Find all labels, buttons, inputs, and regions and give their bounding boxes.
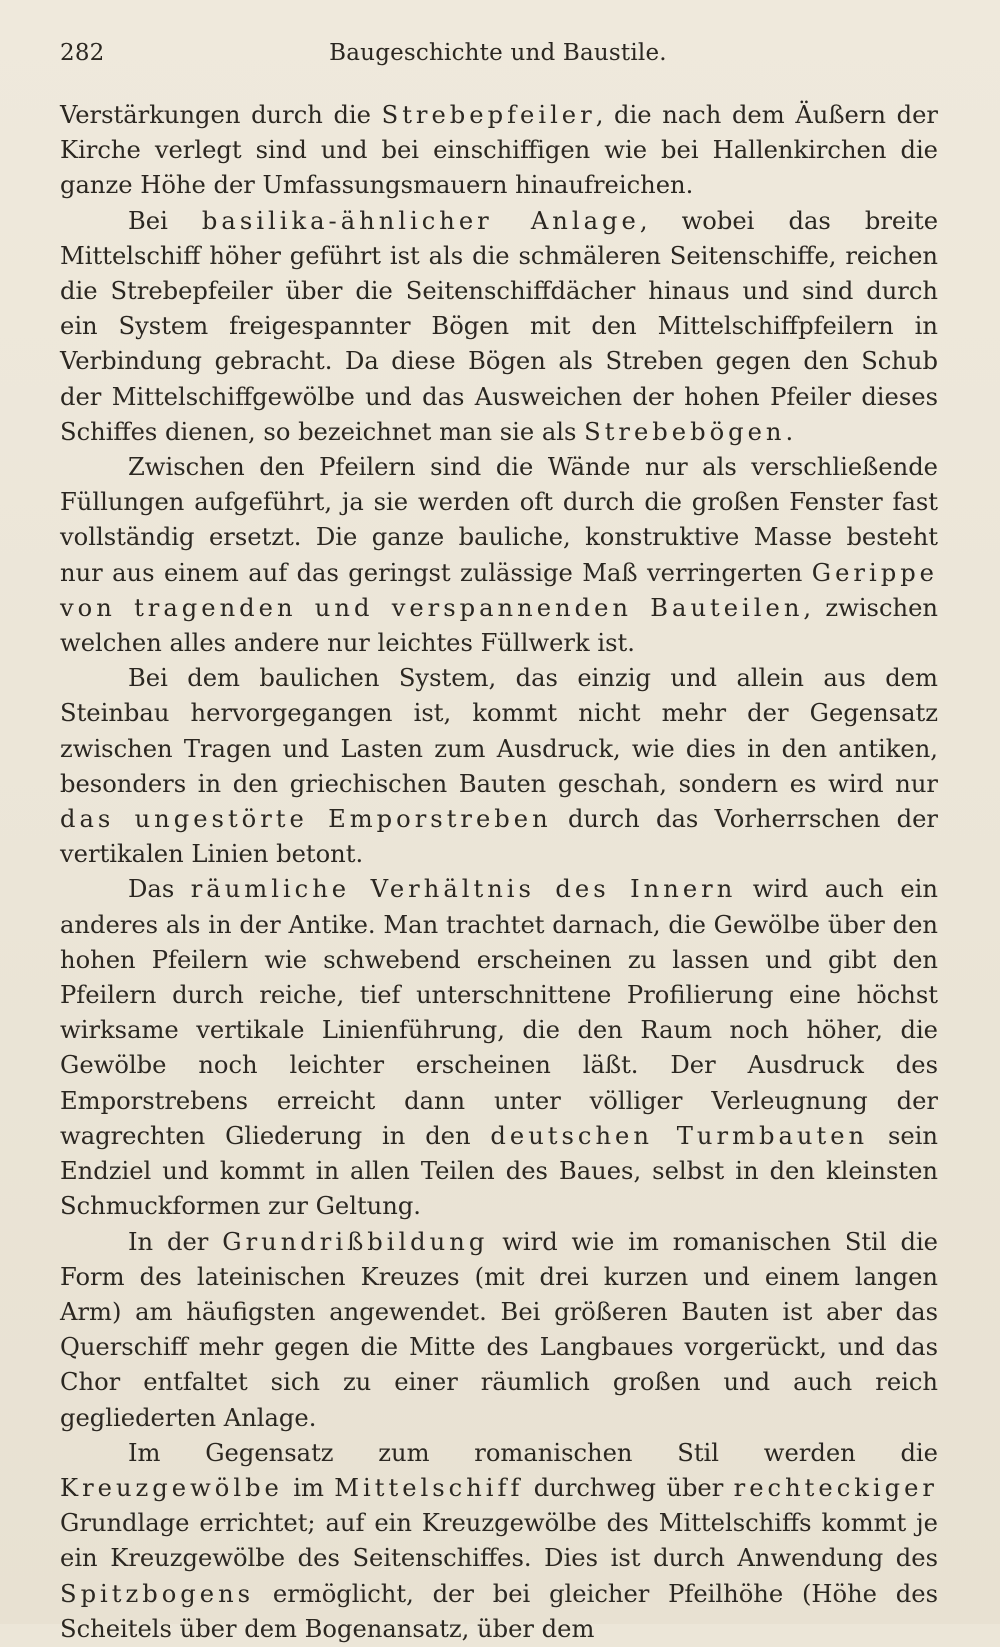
paragraph-6 [60, 1225, 938, 1436]
paragraph-7 [60, 1436, 938, 1647]
text-segment: ermöglicht, der bei gleicher Pfeilhöhe (Höhe des Scheitels über dem Bogenansatz, über dem [60, 1579, 938, 1643]
text-segment: Zwischen den Pfeilern sind die Wände nur als verschließende Füllungen aufgeführt, ja sie werden oft durch die großen Fenster fast vollständig ersetzt. Die ganze bauliche, konstruktive Masse besteht nur aus einem auf das geringst zulässige Maß verringerten [60, 453, 938, 587]
text-segment: Verstärkungen durch die [60, 101, 382, 129]
spaced-emphasis: Strebepfeiler [381, 101, 596, 129]
spaced-emphasis: deutschen Turmbauten [490, 1121, 869, 1150]
text-segment: , wobei das breite Mittelschiff höher geführt ist als die schmäleren Seitenschiffe, reichen die Strebepfeiler über die Seitenschiffdächer hinaus und sind durch ein System freigespannter Bögen mit den Mittelschiffpfeilern in Verbindung gebracht. Da diese Bögen als Streben gegen den Schub der Mittelschiffgewölbe und das Ausweichen der hohen Pfeiler dieses Schiffes dienen, so bezeichnet man sie als [60, 206, 939, 446]
paragraph-5 [60, 872, 938, 1224]
spaced-emphasis: basilika-ähnlicher Anlage [201, 206, 640, 235]
text-segment: wird auch ein anderes als in der Antike. Man trachtet darnach, die Gewölbe über den hohen Pfeilern wie schwebend erscheinen zu lassen und gibt den Pfeilern durch reiche, tief unterschnittene Profilierung eine höchst wirksame vertikale Linienführung, die den Raum noch höher, die Gewölbe noch leichter erscheinen läßt. Der Ausdruck des Emporstrebens erreicht dann unter völliger Verleugnung der wagrechten Gliederung in den [60, 875, 938, 1150]
text-segment: sein Endziel und kommt in allen Teilen des Baues, selbst in den kleinsten Schmuckformen zur Geltung. [60, 1121, 938, 1221]
text-segment: Bei dem baulichen System, das einzig und allein aus dem Steinbau hervorgegangen ist, kommt nicht mehr der Gegensatz zwischen Tragen und Lasten zum Ausdruck, wie dies in den antiken, besonders in den griechischen Bauten geschah, sondern es wird nur [60, 664, 938, 798]
spaced-emphasis: Grundrißbildung [222, 1227, 489, 1256]
text-segment: durch das Vorherrschen der vertikalen Linien betont. [60, 805, 938, 869]
paragraph-3 [60, 450, 938, 661]
spaced-emphasis: das ungestörte Emporstreben [60, 805, 552, 834]
text-segment: In der [128, 1227, 223, 1256]
text-segment: . [785, 417, 794, 446]
text-segment: durchweg über [523, 1473, 734, 1502]
paragraph-1 [60, 98, 938, 204]
text-segment: im [282, 1473, 335, 1502]
paragraph-2 [60, 204, 938, 450]
spaced-emphasis: Strebebögen [584, 417, 786, 446]
text-segment: Im Gegensatz zum romanischen Stil werden die [128, 1438, 938, 1467]
text-segment: Grundlage errichtet; auf ein Kreuzgewölbe des Mittelschiffs kommt je ein Kreuzgewölbe des Seitenschiffes. Dies ist durch Anwendung des [60, 1509, 938, 1573]
text-segment: wird wie im romanischen Stil die Form des lateinischen Kreuzes (mit drei kurzen und einem langen Arm) am häufigsten angewendet. Bei größeren Bauten ist aber das Querschiff mehr gegen die Mitte des Langbaues vorgerückt, und das Chor entfaltet sich zu einer räumlich großen und auch reich gegliederten Anlage. [60, 1227, 938, 1432]
spaced-emphasis: Gerippe von tragenden und verspannenden Bauteilen [60, 558, 938, 622]
text-segment: Bei [128, 206, 202, 235]
text-segment: , zwischen welchen alles andere nur leichtes Füllwerk ist. [60, 593, 938, 658]
page-number: 282 [60, 40, 105, 66]
text-segment: , die nach dem Äußern der Kirche verlegt sind und bei einschiffigen wie bei Hallenkirchen die ganze Höhe der Umfassungsmauern hinaufreichen. [60, 101, 938, 200]
spaced-emphasis: räumliche Verhältnis des Innern [190, 875, 737, 904]
page-header [60, 40, 936, 76]
running-title: Baugeschichte und Baustile. [329, 40, 667, 66]
text-segment: Das [128, 875, 191, 904]
spaced-emphasis: Kreuzgewölbe [60, 1473, 283, 1502]
paragraph-4 [60, 661, 938, 872]
spaced-emphasis: Mittelschiff [334, 1473, 524, 1502]
spaced-emphasis: Spitzbogens [60, 1579, 255, 1608]
spaced-emphasis: rechteckiger [733, 1473, 938, 1502]
body-text [60, 98, 938, 1647]
